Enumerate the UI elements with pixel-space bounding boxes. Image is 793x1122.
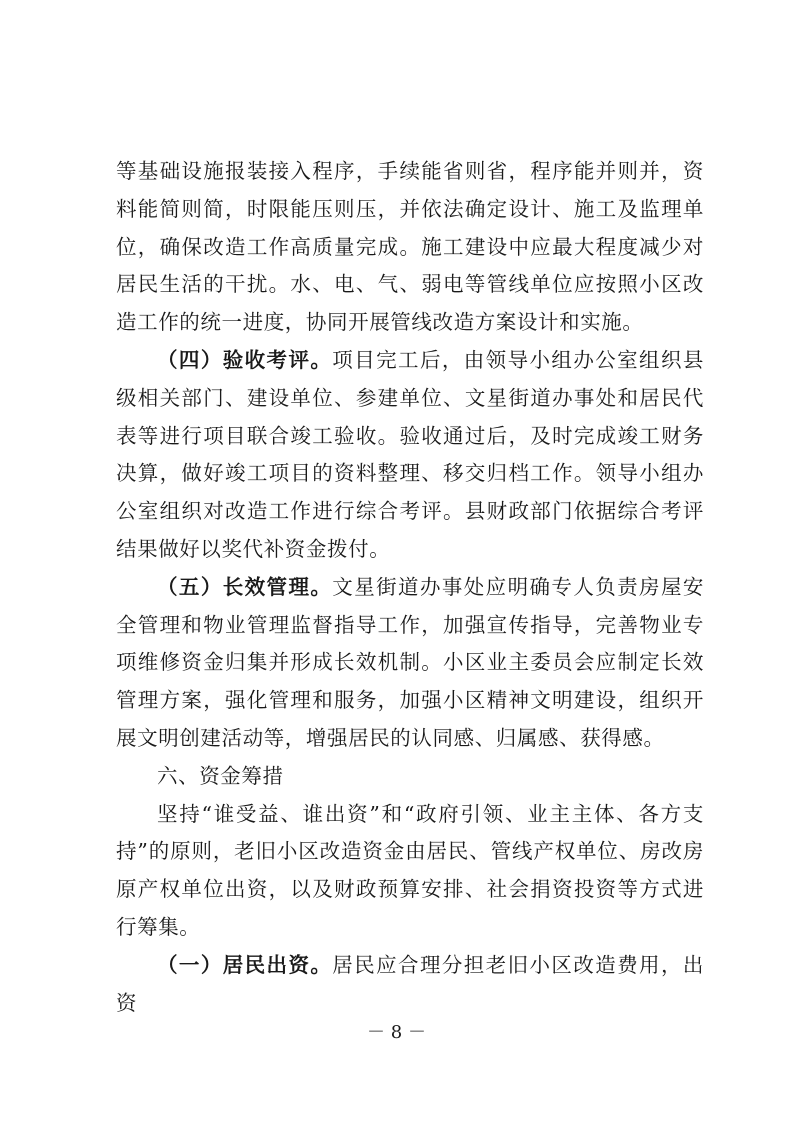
section-heading-funding: 六、资金筹措 bbox=[157, 763, 284, 788]
paragraph-lead-long-term: （五）长效管理。 bbox=[157, 574, 333, 599]
document-body bbox=[116, 153, 704, 1022]
paragraph-text: 等基础设施报装接入程序，手续能省则省，程序能并则并，资料能简则简，时限能压则压，并依法确定设计、施工及监理单位，确保改造工作高质量完成。施工建设中应最大程度减少对居民生活的干扰。水、电、气、弱电等管线单位应按照小区改造工作的统一进度，协同开展管线改造方案设计和实施。 bbox=[116, 159, 704, 335]
paragraph-acceptance-evaluation bbox=[116, 342, 704, 569]
paragraph-long-term-management bbox=[116, 569, 704, 758]
paragraph-resident-contribution bbox=[116, 947, 704, 1023]
paragraph-lead-resident: （一）居民出资。 bbox=[157, 952, 333, 977]
paragraph-infrastructure-continued bbox=[116, 153, 704, 342]
paragraph-text: 文星街道办事处应明确专人负责房屋安全管理和物业管理监督指导工作，加强宣传指导，完善物业专项维修资金归集并形成长效机制。小区业主委员会应制定长效管理方案，强化管理和服务，加强小区精神文明建设，组织开展文明创建活动等，增强居民的认同感、归属感、获得感。 bbox=[116, 574, 704, 750]
paragraph-funding-principle bbox=[116, 796, 704, 947]
paragraph-lead-acceptance: （四）验收考评。 bbox=[157, 347, 333, 372]
paragraph-text: 项目完工后，由领导小组办公室组织县级相关部门、建设单位、参建单位、文星街道办事处和居民代表等进行项目联合竣工验收。验收通过后，及时完成竣工财务决算，做好竣工项目的资料整理、移交归档工作。领导小组办公室组织对改造工作进行综合考评。县财政部门依据综合考评结果做好以奖代补资金拨付。 bbox=[116, 347, 704, 561]
page-number: － 8 － bbox=[367, 1022, 426, 1043]
paragraph-text: 坚持“谁受益、谁出资”和“政府引领、业主主体、各方支持”的原则，老旧小区改造资金由居民、管线产权单位、房改房原产权单位出资，以及财政预算安排、社会捐资投资等方式进行筹集。 bbox=[116, 801, 704, 939]
paragraph-text: 居民应合理分担老旧小区改造费用，出资 bbox=[116, 952, 704, 1015]
